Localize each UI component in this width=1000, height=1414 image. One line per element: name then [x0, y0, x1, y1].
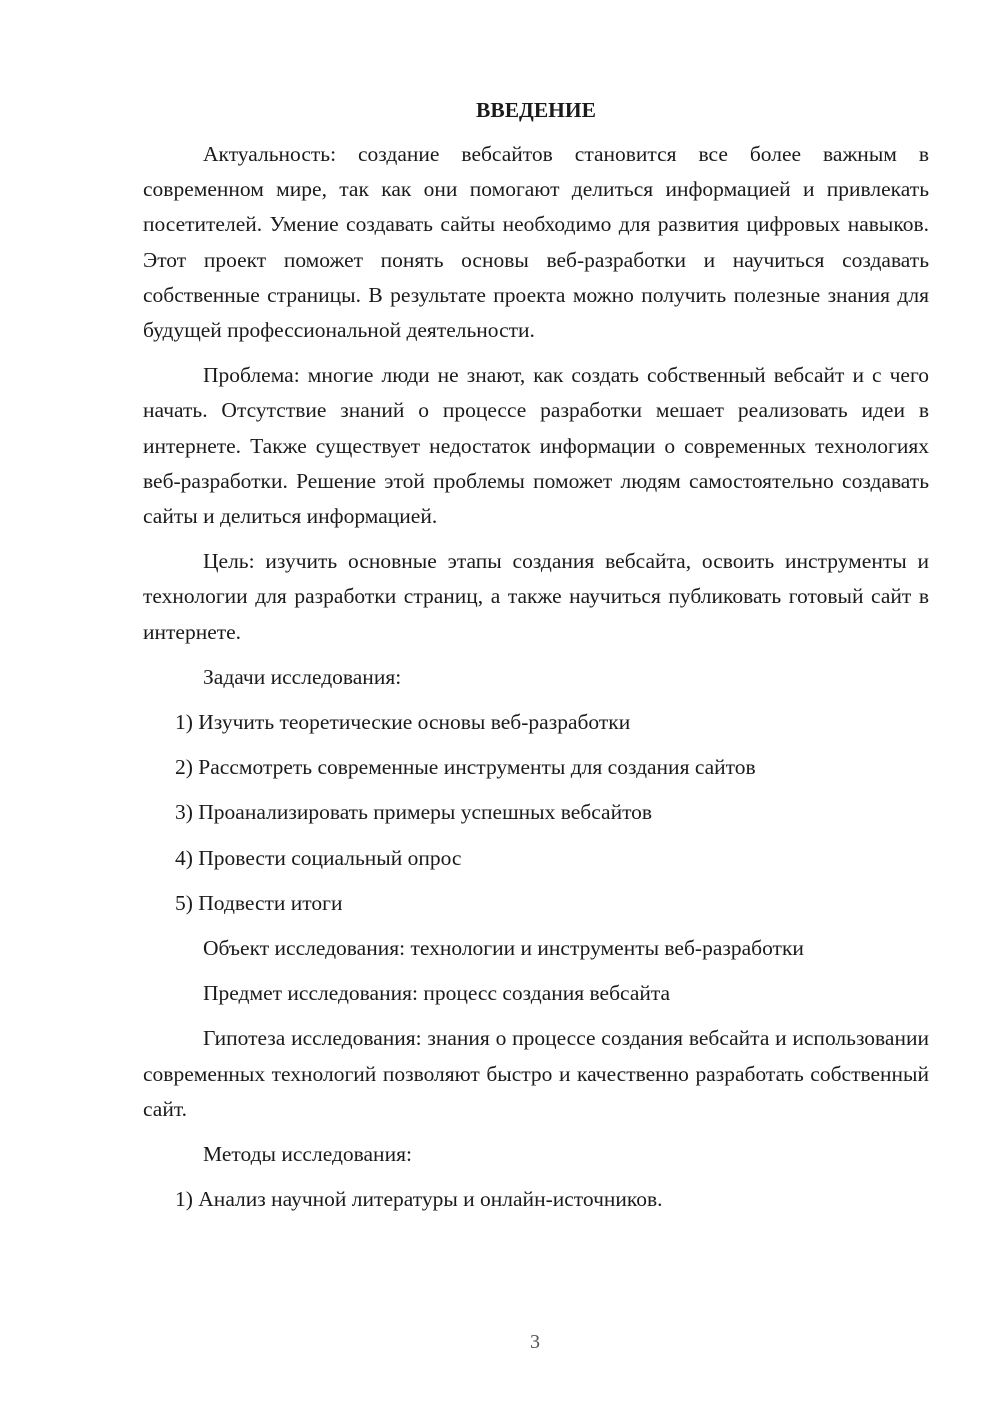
task-item: 5) Подвести итоги: [175, 890, 343, 915]
task-item: 1) Изучить теоретические основы веб-разработки: [175, 710, 631, 735]
task-item: 2) Рассмотреть современные инструменты для создания сайтов: [175, 755, 756, 780]
page-number: 3: [530, 1331, 540, 1353]
section-heading: ВВЕДЕНИЕ: [476, 98, 596, 122]
goal-paragraph: Цель: изучить основные этапы создания вебсайта, освоить инструменты и технологии для разработки страниц, а также научиться публиковать готовый сайт в интернете.: [143, 549, 929, 644]
task-item: 4) Провести социальный опрос: [175, 845, 462, 870]
relevance-paragraph: Актуальность: создание вебсайтов становится все более важным в современном мире, так как они помогают делиться информацией и привлекать посетителей. Умение создавать сайты необходимо для развития цифровых навыков. Этот проект поможет понять основы веб-разработки и научиться создавать собственные страницы. В результате проекта можно получить полезные знания для будущей профессиональной деятельности.: [143, 142, 929, 343]
document-page: [143, 95, 929, 1227]
methods-title: Методы исследования:: [203, 1142, 412, 1167]
method-item: 1) Анализ научной литературы и онлайн-источников.: [175, 1187, 663, 1212]
subject-paragraph: Предмет исследования: процесс создания вебсайта: [203, 981, 671, 1006]
hypothesis-paragraph: Гипотеза исследования: знания о процессе создания вебсайта и использовании современных технологий позволяют быстро и качественно разработать собственный сайт.: [143, 1026, 929, 1121]
tasks-title: Задачи исследования:: [203, 664, 402, 689]
object-paragraph: Объект исследования: технологии и инструменты веб-разработки: [203, 936, 804, 961]
problem-paragraph: Проблема: многие люди не знают, как создать собственный вебсайт и с чего начать. Отсутствие знаний о процессе разработки мешает реализовать идеи в интернете. Также существует недостаток информации о современных технологиях веб-разработки. Решение этой проблемы поможет людям самостоятельно создавать сайты и делиться информацией.: [143, 363, 929, 529]
task-item: 3) Проанализировать примеры успешных вебсайтов: [175, 800, 653, 825]
